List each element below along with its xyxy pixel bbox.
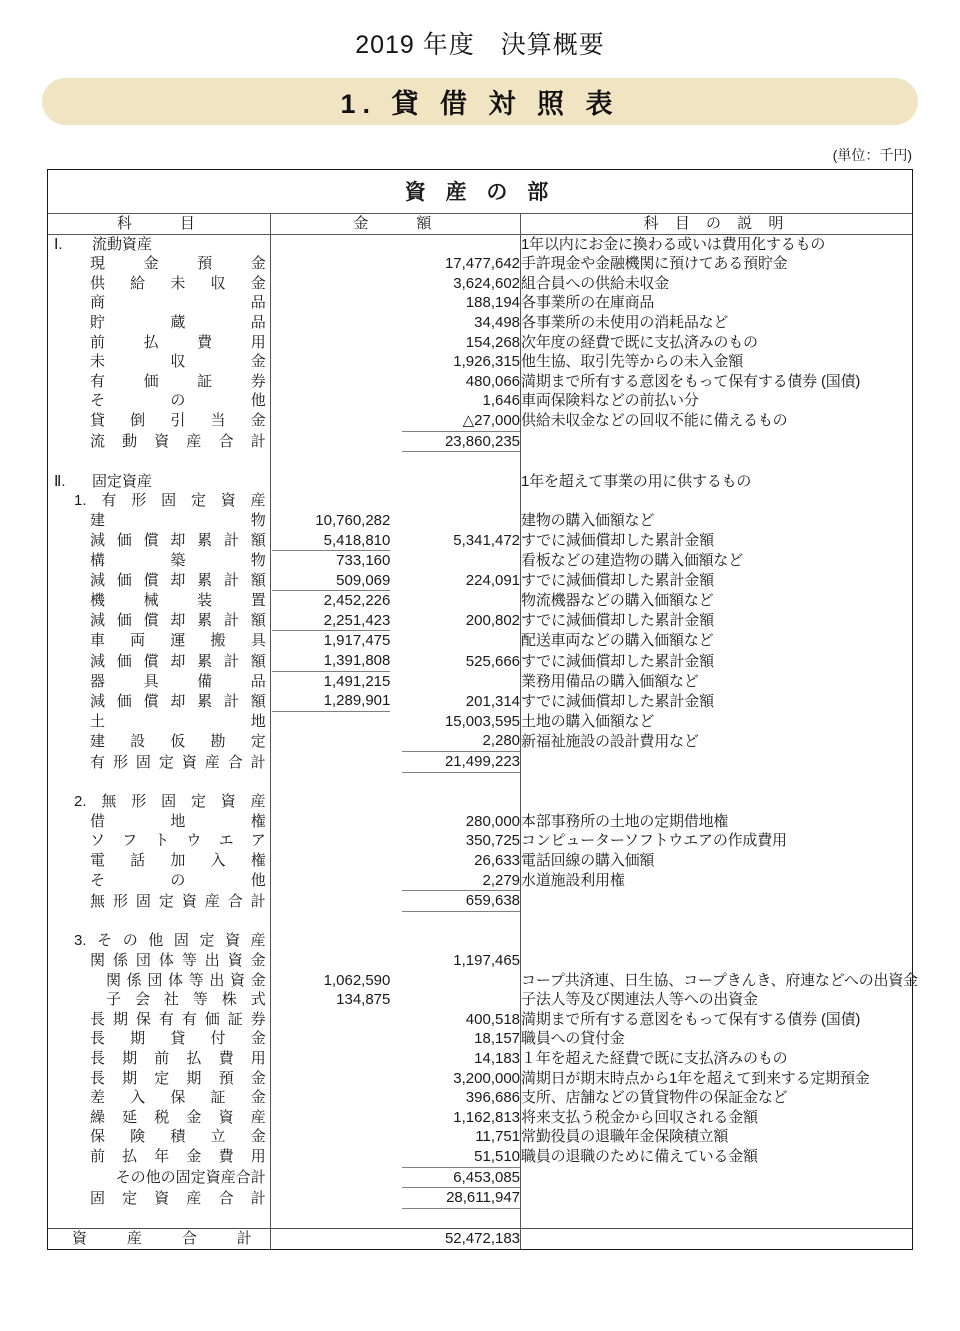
- row-label-text: 流 動 資 産 合 計: [90, 433, 266, 451]
- row-inner-amount: [270, 1029, 390, 1049]
- table-row: [48, 752, 912, 773]
- row-amount: 26,633: [390, 851, 520, 871]
- row-inner-amount: [270, 333, 390, 353]
- row-label-text: 貸 倒 引 当 金: [90, 412, 266, 430]
- row-label-text: 長 期 定 期 預 金: [90, 1069, 266, 1087]
- row-inner-amount: 1,062,590: [323, 971, 391, 989]
- row-amount: 18,157: [390, 1029, 520, 1049]
- table-row: [48, 931, 912, 951]
- table-row: [48, 1029, 912, 1049]
- row-description: 土地の購入価額など: [521, 712, 655, 730]
- grand-total-label: 資 産 合 計: [48, 1229, 270, 1249]
- row-label-text: 構 築 物: [90, 552, 266, 570]
- row-inner-amount: [270, 831, 390, 851]
- row-item-cell: [48, 1010, 270, 1030]
- row-description: [521, 491, 912, 511]
- row-inner-amount: 1,917,475: [323, 632, 391, 650]
- row-inner-amount: [270, 1088, 390, 1108]
- row-amount: 188,194: [390, 293, 520, 313]
- row-amount: [390, 491, 520, 511]
- row-label-text: 関 係 団 体 等 出 資 金: [90, 951, 266, 969]
- banner-title: 1. 貸 借 対 照 表: [340, 89, 620, 119]
- row-description: 満期まで所有する意図をもって保有する債券 (国債): [521, 1010, 861, 1028]
- table-row: [48, 1049, 912, 1069]
- row-amount: 154,268: [390, 333, 520, 353]
- row-item-cell: [48, 691, 270, 712]
- row-inner-amount: [270, 871, 390, 892]
- row-label-text: 長 期 保 有 有 価 証 券: [90, 1010, 266, 1028]
- tail-row: [48, 1209, 912, 1229]
- row-item-cell: [48, 234, 270, 254]
- table-row: [48, 511, 912, 531]
- table-row: [48, 432, 912, 453]
- row-label-text: 借 地 権: [90, 812, 266, 830]
- row-item-cell: [48, 352, 270, 372]
- row-inner-amount: [270, 472, 390, 492]
- row-description: 電話回線の購入価額: [521, 852, 655, 869]
- row-inner-amount: 10,760,282: [315, 511, 391, 529]
- table-row: [48, 1010, 912, 1030]
- roman-numeral-label: Ⅰ. 流動資産: [54, 235, 153, 253]
- row-amount: 23,860,235: [390, 432, 520, 453]
- row-item-cell: [48, 254, 270, 274]
- row-item-cell: [48, 432, 270, 453]
- row-item-cell: [48, 631, 270, 651]
- row-label-text: 建 設 仮 勘 定: [90, 732, 266, 750]
- row-amount: [390, 234, 520, 254]
- row-amount: [390, 631, 520, 651]
- unit-note: (単位：千円): [832, 147, 912, 163]
- row-description: 他生協、取引先等からの未入金額: [521, 353, 744, 371]
- row-item-cell: [48, 831, 270, 851]
- row-item-cell: [48, 293, 270, 313]
- section-banner: [42, 78, 918, 125]
- row-description: [521, 951, 912, 971]
- row-item-cell: [48, 971, 270, 991]
- row-inner-amount: [270, 352, 390, 372]
- column-header-description: 科 目 の 説 明: [521, 214, 912, 234]
- row-inner-amount: [270, 891, 390, 912]
- table-row: [48, 491, 912, 511]
- row-amount: 11,751: [390, 1127, 520, 1147]
- row-amount: 396,686: [390, 1088, 520, 1108]
- table-row: [48, 352, 912, 372]
- row-inner-amount: 2,251,423: [270, 611, 390, 632]
- row-description: 車両保険料などの前払い分: [521, 392, 699, 410]
- row-inner-amount: [270, 1010, 390, 1030]
- row-label-text: 無 形 固 定 資 産 合 計: [90, 892, 266, 910]
- row-amount: 659,638: [390, 891, 520, 912]
- row-inner-amount: [270, 234, 390, 254]
- table-row: [48, 631, 912, 651]
- table-row: [48, 831, 912, 851]
- row-item-cell: [48, 571, 270, 592]
- row-inner-amount: [270, 391, 390, 411]
- row-item-cell: [48, 1108, 270, 1128]
- table-row: [48, 313, 912, 333]
- table-row: [48, 971, 912, 991]
- row-description: 配送車両などの購入価額など: [521, 632, 714, 650]
- row-item-cell: [48, 491, 270, 511]
- row-item-cell: [48, 531, 270, 552]
- row-inner-amount: [270, 792, 390, 812]
- row-description: [521, 1168, 912, 1189]
- row-label-text: 供 給 未 収 金: [90, 274, 266, 292]
- column-header-amount: 金 額: [270, 214, 520, 234]
- row-inner-amount: [270, 432, 390, 453]
- row-amount: 14,183: [390, 1049, 520, 1069]
- table-row: [48, 472, 912, 492]
- grand-total-desc: [521, 1229, 912, 1249]
- row-item-cell: [48, 1168, 270, 1189]
- row-description: 新福祉施設の設計費用など: [521, 732, 699, 750]
- row-description: すでに減価償却した累計金額: [521, 532, 714, 549]
- table-row: [48, 551, 912, 571]
- row-amount: 28,611,947: [390, 1188, 520, 1209]
- table-row: [48, 651, 912, 672]
- row-amount: 3,200,000: [390, 1069, 520, 1089]
- row-inner-amount: [270, 1127, 390, 1147]
- row-item-cell: [48, 591, 270, 611]
- row-inner-amount: [270, 951, 390, 971]
- table-row: [48, 1127, 912, 1147]
- row-amount: 350,725: [390, 831, 520, 851]
- row-inner-amount: 134,875: [336, 991, 391, 1009]
- row-label-text: 減 価 償 却 累 計 額: [90, 572, 266, 590]
- balance-sheet-table: [47, 169, 918, 1250]
- row-item-cell: [48, 752, 270, 773]
- row-label-text: 前 払 費 用: [90, 333, 266, 351]
- row-amount: 200,802: [390, 611, 520, 632]
- table-row: [48, 254, 912, 274]
- table-row: [48, 293, 912, 313]
- table-row: [48, 1108, 912, 1128]
- row-item-cell: [48, 551, 270, 571]
- row-item-cell: [48, 511, 270, 531]
- row-inner-amount: [270, 812, 390, 832]
- row-amount: 400,518: [390, 1010, 520, 1030]
- row-item-cell: [48, 712, 270, 732]
- row-amount: 5,341,472: [390, 531, 520, 552]
- row-inner-amount: [270, 1147, 390, 1168]
- row-item-cell: [48, 891, 270, 912]
- row-inner-amount: [270, 274, 390, 294]
- row-item-cell: [48, 792, 270, 812]
- row-amount: 3,624,602: [390, 274, 520, 294]
- row-amount: [390, 990, 520, 1010]
- row-description: 手許現金や金融機関に預けてある預貯金: [521, 255, 788, 273]
- row-amount: 525,666: [390, 651, 520, 672]
- table-row: [48, 871, 912, 892]
- row-description: 常勤役員の退職年金保険積立額: [521, 1128, 729, 1146]
- row-item-cell: [48, 274, 270, 294]
- row-item-cell: [48, 651, 270, 672]
- row-amount: [390, 472, 520, 492]
- table-row: [48, 571, 912, 592]
- row-description: 職員への貸付金: [521, 1030, 625, 1048]
- row-inner-amount: 2,452,226: [323, 592, 391, 610]
- row-item-cell: [48, 851, 270, 871]
- row-inner-amount: [270, 752, 390, 773]
- table-row: [48, 333, 912, 353]
- row-inner-amount: 509,069: [270, 571, 390, 592]
- row-amount: 51,510: [390, 1147, 520, 1168]
- row-amount: [390, 511, 520, 531]
- row-item-cell: [48, 611, 270, 632]
- row-label-text: 前 払 年 金 費 用: [90, 1148, 266, 1166]
- row-description: [521, 931, 912, 951]
- row-label-text: 現 金 預 金: [90, 255, 266, 273]
- row-description: 組合員への供給未収金: [521, 274, 670, 292]
- table-row: [48, 274, 912, 294]
- row-inner-amount: [270, 254, 390, 274]
- assets-table: [48, 214, 918, 1249]
- row-amount: [390, 792, 520, 812]
- row-label-text: 差 入 保 証 金: [90, 1089, 266, 1107]
- numbered-group-label: 3. そ の 他 固 定 資 産: [74, 932, 266, 950]
- row-description: すでに減価償却した累計金額: [521, 652, 714, 670]
- numbered-group-label: 2. 無 形 固 定 資 産: [74, 793, 266, 811]
- table-row: [48, 591, 912, 611]
- table-row: [48, 1168, 912, 1189]
- row-item-cell: [48, 372, 270, 392]
- row-item-cell: [48, 990, 270, 1010]
- row-description: 満期日が期末時点から1年を超えて到来する定期預金: [521, 1069, 870, 1087]
- row-inner-amount: [270, 372, 390, 392]
- row-amount: [390, 551, 520, 571]
- row-inner-amount: 1,391,808: [270, 651, 390, 672]
- row-label-text: 子 会 社 等 株 式: [106, 991, 266, 1009]
- row-inner-amount: 5,418,810: [270, 531, 390, 552]
- row-label-text: 保 険 積 立 金: [90, 1128, 266, 1146]
- row-amount: 1,926,315: [390, 352, 520, 372]
- row-amount: 2,279: [390, 871, 520, 892]
- row-description: 各事業所の在庫商品: [521, 294, 655, 312]
- column-header-item: 科 目: [48, 214, 270, 234]
- row-description: [521, 432, 912, 453]
- row-inner-amount: [270, 931, 390, 951]
- row-item-cell: [48, 1147, 270, 1168]
- row-amount: 34,498: [390, 313, 520, 333]
- row-inner-amount: [270, 712, 390, 732]
- row-label-text: 減 価 償 却 累 計 額: [90, 692, 266, 710]
- row-description: 支所、店舗などの賃貸物件の保証金など: [521, 1089, 788, 1107]
- row-label-text: そ の 他 の 固 定 資 産 合 計: [115, 1169, 266, 1186]
- row-description: 子法人等及び関連法人等への出資金: [521, 991, 758, 1009]
- row-label-text: そ の 他: [90, 392, 266, 410]
- row-description: 業務用備品の購入価額など: [521, 672, 699, 690]
- row-amount: 1,197,465: [390, 951, 520, 971]
- row-inner-amount: [270, 731, 390, 752]
- row-amount: [390, 591, 520, 611]
- table-row: [48, 792, 912, 812]
- table-row: [48, 731, 912, 752]
- table-row: [48, 891, 912, 912]
- row-amount: 201,314: [390, 691, 520, 712]
- row-inner-amount: [270, 293, 390, 313]
- row-inner-amount: [270, 411, 390, 432]
- row-amount: 280,000: [390, 812, 520, 832]
- row-label-text: 固 定 資 産 合 計: [90, 1189, 266, 1207]
- row-inner-amount: 1,289,901: [270, 691, 390, 712]
- row-item-cell: [48, 812, 270, 832]
- row-label-text: 減 価 償 却 累 計 額: [90, 612, 266, 630]
- row-amount: 1,162,813: [390, 1108, 520, 1128]
- row-label-text: 有 価 証 券: [90, 372, 266, 390]
- row-item-cell: [48, 1069, 270, 1089]
- row-label-text: 車 両 運 搬 具: [90, 632, 266, 650]
- row-amount: 480,066: [390, 372, 520, 392]
- row-description: 1年を超えて事業の用に供するもの: [521, 472, 752, 490]
- grand-total-amount: 52,472,183: [270, 1229, 520, 1249]
- row-inner-amount: [270, 313, 390, 333]
- row-amount: 6,453,085: [390, 1168, 520, 1189]
- row-description: 満期まで所有する意図をもって保有する債券 (国債): [521, 372, 861, 390]
- row-inner-amount: 733,160: [336, 552, 391, 570]
- row-item-cell: [48, 411, 270, 432]
- row-amount: [390, 971, 520, 991]
- row-amount: 15,003,595: [390, 712, 520, 732]
- table-row: [48, 1088, 912, 1108]
- table-row: [48, 691, 912, 712]
- row-item-cell: [48, 951, 270, 971]
- row-label-text: そ の 他: [90, 872, 266, 890]
- row-label-text: 土 地: [90, 712, 266, 730]
- row-label-text: 有 形 固 定 資 産 合 計: [90, 753, 266, 771]
- row-description: 看板などの建造物の購入価額など: [521, 552, 744, 570]
- table-row: [48, 411, 912, 432]
- row-description: すでに減価償却した累計金額: [521, 692, 714, 710]
- table-row: [48, 531, 912, 552]
- row-label-text: 長 期 貸 付 金: [90, 1030, 266, 1048]
- row-inner-amount: [270, 1069, 390, 1089]
- row-item-cell: [48, 731, 270, 752]
- row-inner-amount: [270, 1049, 390, 1069]
- row-label-text: 長 期 前 払 費 用: [90, 1049, 266, 1067]
- row-inner-amount: 1,491,215: [323, 672, 391, 690]
- table-row: [48, 372, 912, 392]
- roman-numeral-label: Ⅱ. 固定資産: [54, 472, 153, 490]
- row-inner-amount: [270, 1108, 390, 1128]
- table-row: [48, 951, 912, 971]
- table-row: [48, 391, 912, 411]
- row-item-cell: [48, 472, 270, 492]
- row-label-text: 電 話 加 入 権: [90, 852, 266, 869]
- row-label-text: 建 物: [90, 511, 266, 529]
- row-description: [521, 752, 912, 773]
- row-item-cell: [48, 931, 270, 951]
- row-description: 各事業所の未使用の消耗品など: [521, 313, 729, 331]
- assets-section-header: 資 産 の 部: [48, 170, 912, 214]
- table-row: [48, 812, 912, 832]
- row-amount: [390, 672, 520, 692]
- row-description: [521, 792, 912, 812]
- row-item-cell: [48, 1049, 270, 1069]
- table-row: [48, 1147, 912, 1168]
- row-label-text: 機 械 装 置: [90, 592, 266, 610]
- row-amount: [390, 931, 520, 951]
- spacer-row: [48, 452, 912, 472]
- row-label-text: 関 係 団 体 等 出 資 金: [106, 971, 266, 989]
- row-description: 建物の購入価額など: [521, 511, 655, 529]
- table-row: [48, 234, 912, 254]
- spacer-row: [48, 912, 912, 932]
- row-description: 本部事務所の土地の定期借地権: [521, 812, 729, 830]
- row-description: 供給未収金などの回収不能に備えるもの: [521, 412, 788, 430]
- row-amount: 2,280: [390, 731, 520, 752]
- row-label-text: 未 収 金: [90, 353, 266, 371]
- row-amount: 17,477,642: [390, 254, 520, 274]
- spacer-row: [48, 773, 912, 793]
- row-item-cell: [48, 1188, 270, 1209]
- row-label-text: 商 品: [90, 294, 266, 312]
- row-item-cell: [48, 1029, 270, 1049]
- row-description: コンピューターソフトウエアの作成費用: [521, 832, 787, 850]
- table-row: [48, 611, 912, 632]
- row-description: コープ共済連、日生協、コープきんき、府連などへの出資金: [521, 971, 918, 989]
- row-item-cell: [48, 672, 270, 692]
- row-description: [521, 1188, 912, 1209]
- row-inner-amount: [270, 1188, 390, 1209]
- table-row: [48, 990, 912, 1010]
- grand-total-row: [48, 1229, 912, 1249]
- row-inner-amount: [270, 491, 390, 511]
- row-description: 職員の退職のために備えている金額: [521, 1148, 758, 1166]
- table-row: [48, 1188, 912, 1209]
- row-label-text: 器 具 備 品: [90, 672, 266, 690]
- row-inner-amount: [270, 1168, 390, 1189]
- numbered-group-label: 1. 有 形 固 定 資 産: [74, 492, 266, 510]
- row-item-cell: [48, 1088, 270, 1108]
- table-row: [48, 1069, 912, 1089]
- row-description: 水道施設利用権: [521, 872, 625, 890]
- table-column-headers: [48, 214, 912, 234]
- row-label-text: 繰 延 税 金 資 産: [90, 1108, 266, 1126]
- table-row: [48, 712, 912, 732]
- row-label-text: 減 価 償 却 累 計 額: [90, 652, 266, 670]
- row-description: [521, 891, 912, 912]
- row-description: 物流機器などの購入価額など: [521, 592, 714, 610]
- row-description: 1年以内にお金に換わる或いは費用化するもの: [521, 235, 826, 253]
- row-item-cell: [48, 391, 270, 411]
- row-label-text: ソ フ ト ウ エ ア: [90, 832, 266, 850]
- row-amount: 1,646: [390, 391, 520, 411]
- row-description: すでに減価償却した累計金額: [521, 572, 714, 590]
- row-description: 将来支払う税金から回収される金額: [521, 1108, 758, 1126]
- row-description: すでに減価償却した累計金額: [521, 612, 714, 630]
- row-amount: 21,499,223: [390, 752, 520, 773]
- table-row: [48, 851, 912, 871]
- row-inner-amount: [270, 851, 390, 871]
- row-item-cell: [48, 871, 270, 892]
- row-item-cell: [48, 313, 270, 333]
- row-description: 次年度の経費で既に支払済みのもの: [521, 333, 758, 351]
- page-title: 2019 年度 決算概要: [355, 31, 605, 59]
- row-item-cell: [48, 333, 270, 353]
- table-row: [48, 672, 912, 692]
- row-amount: △27,000: [390, 411, 520, 432]
- row-description: １年を超えた経費で既に支払済みのもの: [521, 1049, 788, 1067]
- row-label-text: 貯 蔵 品: [90, 313, 266, 331]
- row-item-cell: [48, 1127, 270, 1147]
- row-amount: 224,091: [390, 571, 520, 592]
- row-label-text: 減 価 償 却 累 計 額: [90, 532, 266, 549]
